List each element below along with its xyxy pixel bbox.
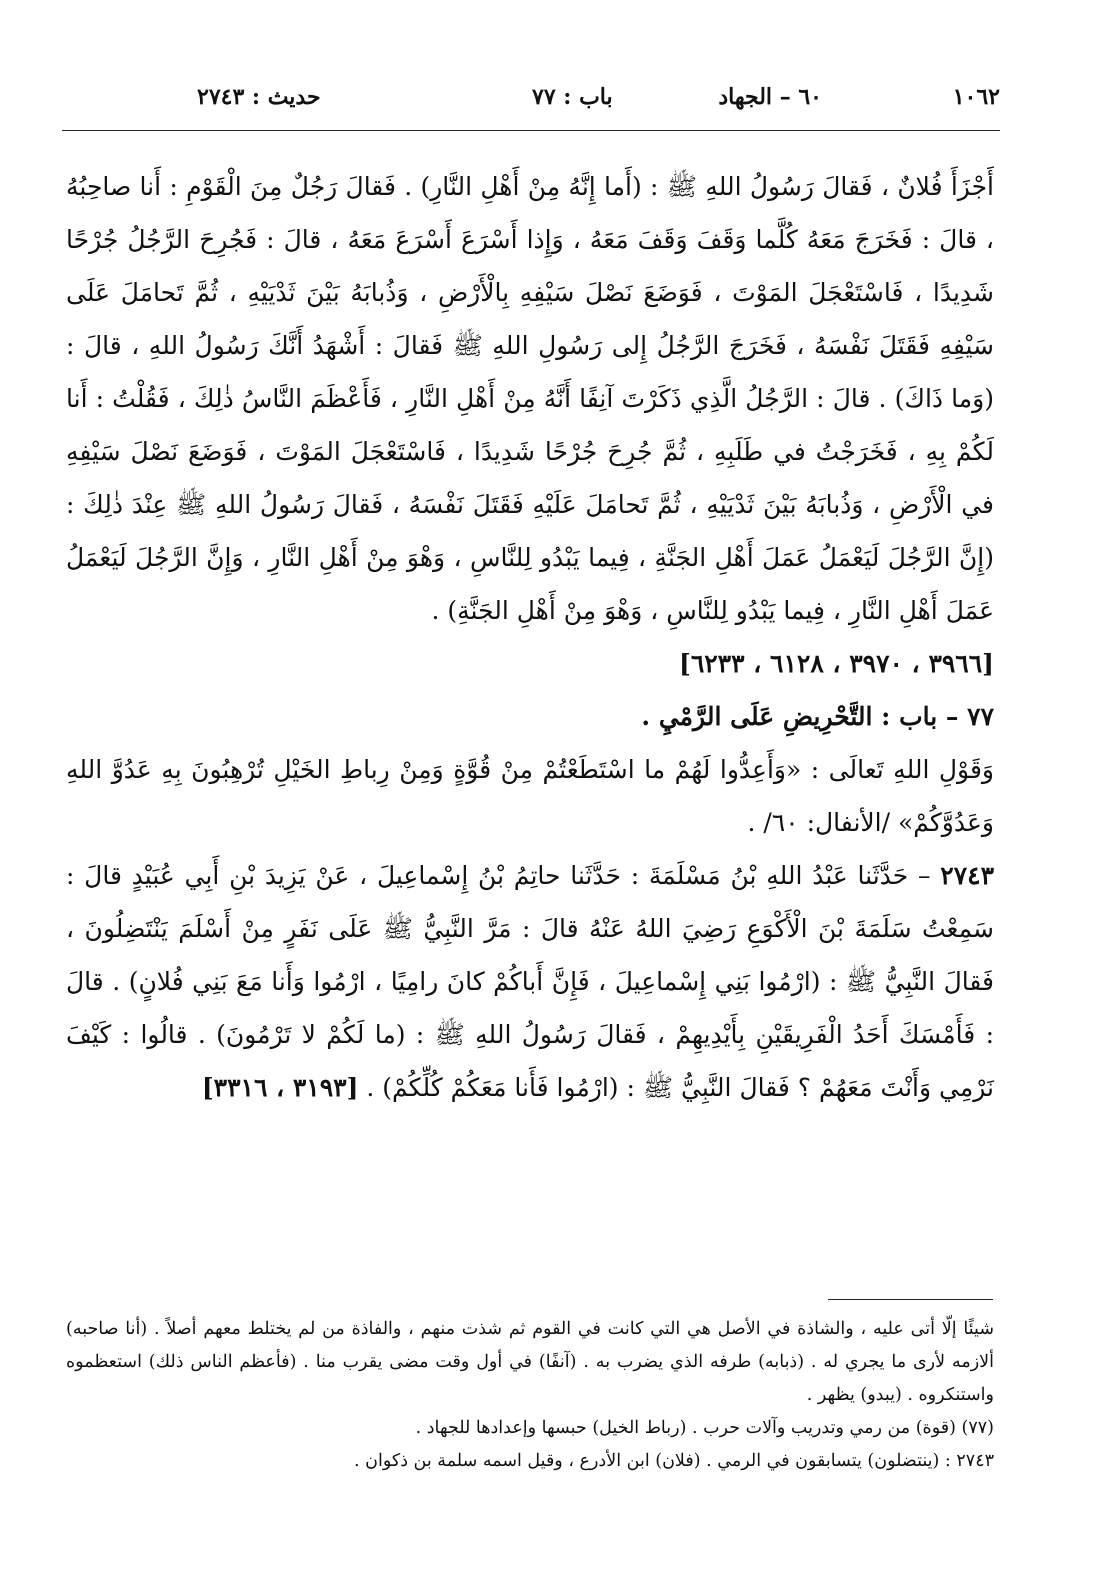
page-header: [62, 84, 1000, 124]
hadith-number-header: حديث : ٢٧٤٣: [197, 84, 321, 110]
footnote-divider: [828, 1299, 993, 1300]
cross-references-2: [٣١٩٣ ، ٣٣١٦]: [201, 1073, 359, 1102]
footnote-3: ٢٧٤٣ : (ينتضلون) يتسابقون في الرمي . (فلان) ابن الأدرع ، وقيل اسمه سلمة بن ذكوان .: [353, 1451, 994, 1471]
footnotes: [66, 1313, 994, 1478]
chapter-intro-verse: وَقَوْلِ اللهِ تَعالَى : «وَأَعِدُّوا لَهُمْ ما اسْتَطَعْتُمْ مِنْ قُوَّةٍ وَمِنْ رِباطِ الخَيْلِ تُرْهِبُونَ بِهِ عَدُوَّ اللهِ وَعَدُوَّكُمْ» /الأنفال: ٦٠/ .: [66, 755, 994, 837]
page-number: ١٠٦٢: [952, 84, 1000, 110]
book-title: ٦٠ – الجهاد: [718, 84, 822, 110]
main-text: [66, 160, 994, 1114]
cross-references-1: [٣٩٦٦ ، ٣٩٧٠ ، ٦١٢٨ ، ٦٢٣٣]: [678, 649, 994, 678]
footnote-2: (٧٧) (قوة) من رمي وتدريب وآلات حرب . (رباط الخيل) حبسها وإعدادها للجهاد .: [415, 1418, 994, 1438]
hadith-text: – حَدَّثَنا عَبْدُ اللهِ بْنُ مَسْلَمَةَ : حَدَّثَنا حاتِمُ بْنُ إِسْماعِيلَ ، عَنْ يَزِيدَ بْنِ أَبِي عُبَيْدٍ قالَ : سَمِعْتُ سَلَمَةَ بْنَ الْأَكْوَعِ رَضِيَ اللهُ عَنْهُ قالَ : مَرَّ النَّبِيُّ ﷺ عَلَى نَفَرٍ مِنْ أَسْلَمَ يَنْتَضِلُونَ ، فَقالَ النَّبِيُّ ﷺ : (ارْمُوا بَنِي إِسْماعِيلَ ، فَإِنَّ أَباكُمْ كانَ رامِيًا ، ارْمُوا وَأَنا مَعَ بَنِي فُلانٍ) . قالَ : فَأَمْسَكَ أَحَدُ الْفَرِيقَيْنِ بِأَيْدِيهِمْ ، فَقالَ رَسُولُ اللهِ ﷺ : (ما لَكُمْ لا تَرْمُونَ) . قالُوا : كَيْفَ نَرْمِي وَأَنْتَ مَعَهُمْ ؟ فَقالَ النَّبِيُّ ﷺ : (ارْمُوا فَأَنا مَعَكُمْ كُلِّكُمْ) .: [66, 861, 994, 1102]
header-divider: [62, 130, 1000, 131]
hadith-2743: [66, 849, 994, 1114]
footnote-1: شيئًا إلّا أتى عليه ، والشاذة في الأصل هي التي كانت في القوم ثم شذت منهم ، والفاذة من لم يختلط معهم أصلاً . (أنا صاحبه) ألازمه لأرى ما يجري له . (ذبابه) طرفه الذي يضرب به . (آنفًا) في أول وقت مضى يقرب منا . (فأعظم الناس ذلك) استعظموه واستنكروه . (يبدو) يظهر .: [66, 1319, 994, 1405]
chapter-heading: ٧٧ – باب : التَّحْرِيضِ عَلَى الرَّمْيِ .: [641, 702, 994, 731]
chapter-number: باب : ٧٧: [532, 84, 613, 110]
hadith-continuation: أَجْزَأَ فُلانٌ ، فَقالَ رَسُولُ اللهِ ﷺ : (أَما إِنَّهُ مِنْ أَهْلِ النَّارِ) . فَقالَ رَجُلٌ مِنَ الْقَوْمِ : أَنا صاحِبُهُ ، قالَ : فَخَرَجَ مَعَهُ كُلَّما وَقَفَ وَقَفَ مَعَهُ ، وَإِذا أَسْرَعَ أَسْرَعَ مَعَهُ ، قالَ : فَجُرِحَ الرَّجُلُ جُرْحًا شَدِيدًا ، فَاسْتَعْجَلَ المَوْتَ ، فَوَضَعَ نَصْلَ سَيْفِهِ بِالْأَرْضِ ، وَذُبابَهُ بَيْنَ ثَدْيَيْهِ ، ثُمَّ تَحامَلَ عَلَى سَيْفِهِ فَقَتَلَ نَفْسَهُ ، فَخَرَجَ الرَّجُلُ إِلى رَسُولِ اللهِ ﷺ فَقالَ : أَشْهَدُ أَنَّكَ رَسُولُ اللهِ ، قالَ : (وَما ذَاكَ) . قالَ : الرَّجُلُ الَّذِي ذَكَرْتَ آنِفًا أَنَّهُ مِنْ أَهْلِ النَّارِ ، فَأَعْظَمَ النَّاسُ ذٰلِكَ ، فَقُلْتُ : أَنا لَكُمْ بِهِ ، فَخَرَجْتُ في طَلَبِهِ ، ثُمَّ جُرِحَ جُرْحًا شَدِيدًا ، فَاسْتَعْجَلَ المَوْتَ ، فَوَضَعَ نَصْلَ سَيْفِهِ في الْأَرْضِ ، وَذُبابَهُ بَيْنَ ثَدْيَيْهِ ، ثُمَّ تَحامَلَ عَلَيْهِ فَقَتَلَ نَفْسَهُ ، فَقالَ رَسُولُ اللهِ ﷺ عِنْدَ ذٰلِكَ : (إِنَّ الرَّجُلَ لَيَعْمَلُ عَمَلَ أَهْلِ الجَنَّةِ ، فِيما يَبْدُو لِلنَّاسِ ، وَهْوَ مِنْ أَهْلِ النَّارِ ، وَإِنَّ الرَّجُلَ لَيَعْمَلُ عَمَلَ أَهْلِ النَّارِ ، فِيما يَبْدُو لِلنَّاسِ ، وَهْوَ مِنْ أَهْلِ الجَنَّةِ) .: [66, 172, 994, 625]
hadith-number: ٢٧٤٣: [940, 861, 994, 890]
